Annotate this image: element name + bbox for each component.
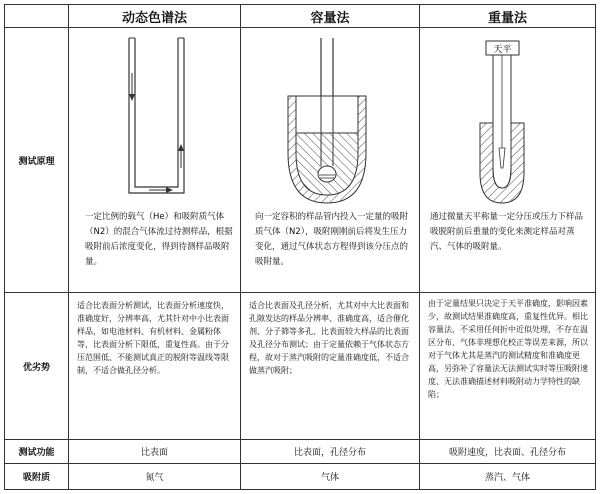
dynamic-chromatography-diagram	[69, 28, 240, 208]
principle-text-col3: 通过微量天平称量一定分压或压力下样品吸脱附前后重量的变化来测定样品对蒸汽、气体的吸附量。	[430, 212, 584, 252]
pros-cons-col2	[240, 292, 420, 440]
function-col3: 吸附速度，比表面、孔径分布	[419, 439, 596, 464]
pros-cons-text-col2: 适合比表面及孔径分析，尤其对中大比表面和孔隙发达的样品分辨率、准确度高，适合催化剂、分子筛等多孔、比表面较大样品的比表面及孔径分布测试；由于定量依赖于气体状态方程，故对于蒸汽吸附的定量准确度低，不适合做蒸汽吸附；	[249, 301, 409, 375]
row-label-pros-cons: 优劣势	[4, 292, 69, 440]
adsorbate-col3: 蒸汽、气体	[419, 463, 596, 490]
function-col1: 比表面	[68, 439, 241, 464]
volumetric-diagram	[241, 28, 419, 210]
pros-cons-text-col1: 适合比表面分析测试，比表面分析速度快，准确度好，分辨率高，尤其针对中小比表面样品，如电池材料、有机材料、金属粉体等，比表面分析下限低，重复性高。由于分压范围低、不能测试真正的脱附等温线等限制，不适合做孔径分析。	[77, 301, 229, 375]
pros-cons-text-col3: 由于定量结果只决定于天平准确度，影响因素少，故测试结果准确度高，重复性优异。相比容量法，不采用任何折中近似处理，不存在温区分布、气体非理想化校正等误差来源，所以对于气体尤其是蒸汽的测试精度和准确度更高，另弥补了容量法无法测试实时等压吸附速度、无法准确描述材料吸附动力学特性的缺陷；	[428, 299, 588, 399]
principle-text-col2: 向一定容积的样品管内投入一定量的吸附质气体（N2），吸附刚刚前后将发生压力变化，通过气体状态方程得到该分压点的吸附量。	[255, 212, 409, 267]
function-col2: 比表面，孔径分布	[240, 439, 420, 464]
header-volumetric: 容量法	[240, 4, 420, 28]
pros-cons-col1	[68, 292, 241, 440]
pros-cons-col3	[419, 292, 596, 440]
header-gravimetric: 重量法	[419, 4, 596, 28]
adsorbate-col2: 气体	[240, 463, 420, 490]
corner-cell	[4, 4, 69, 28]
gravimetric-diagram	[420, 28, 595, 210]
principle-col3	[419, 27, 596, 293]
adsorbate-col1: 氮气	[68, 463, 241, 490]
principle-col2	[240, 27, 420, 293]
row-label-function: 测试功能	[4, 439, 69, 464]
header-dynamic-chromatography: 动态色谱法	[68, 4, 241, 28]
balance-label: 天平	[493, 45, 512, 55]
row-label-adsorbate: 吸附质	[4, 463, 69, 490]
row-label-principle: 测试原理	[4, 27, 69, 293]
principle-text-col1: 一定比例的载气（He）和吸附质气体（N2）的混合气体流过待测样品，根据吸附前后浓度变化，得到待测样品吸附量。	[85, 212, 233, 267]
principle-col1	[68, 27, 241, 293]
